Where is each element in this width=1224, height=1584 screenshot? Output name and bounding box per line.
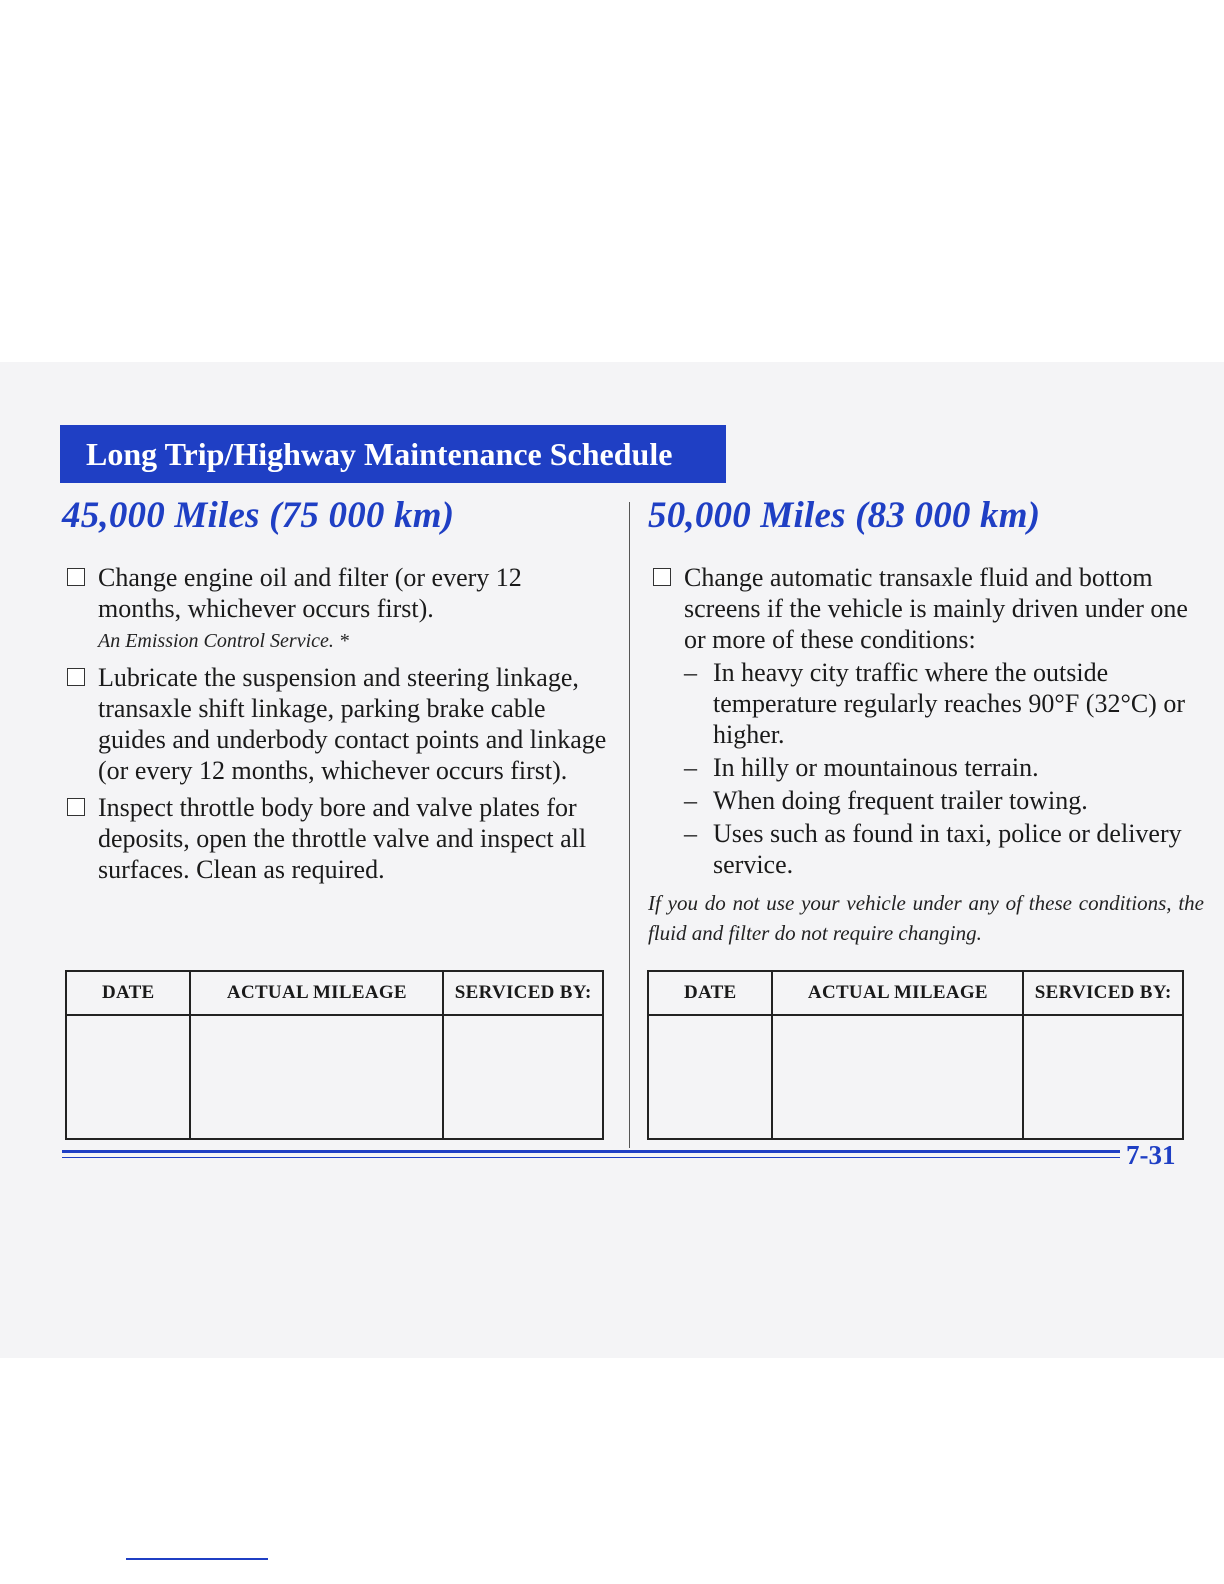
condition-text: Uses such as found in taxi, police or delivery service. (713, 819, 1182, 879)
task-item (648, 562, 1204, 880)
column-divider (629, 502, 630, 1148)
emission-note: An Emission Control Service. * (98, 630, 349, 652)
page-number: 7-31 (1126, 1140, 1176, 1170)
column-header-mileage: ACTUAL MILEAGE (772, 971, 1023, 1015)
condition-item (684, 818, 1204, 880)
column-header-date: DATE (66, 971, 190, 1015)
footer-rule-thin (62, 1157, 1120, 1158)
table-row (66, 1015, 603, 1139)
section-header: Long Trip/Highway Maintenance Schedule (60, 425, 726, 483)
column-header-mileage: ACTUAL MILEAGE (190, 971, 443, 1015)
interval-heading-50000: 50,000 Miles (83 000 km) (648, 495, 1041, 536)
condition-item (684, 657, 1204, 750)
task-text: Change automatic transaxle fluid and bottom screens if the vehicle is mainly driven under one or more of these conditions: (684, 563, 1188, 654)
condition-item (684, 752, 1204, 783)
condition-text: In heavy city traffic where the outside temperature regularly reaches 90°F (32°C) or higher. (713, 658, 1185, 749)
link-underline (126, 1558, 268, 1560)
serviced-by-cell[interactable] (443, 1015, 603, 1139)
task-item (62, 792, 610, 885)
checkbox[interactable] (653, 568, 671, 586)
date-cell[interactable] (648, 1015, 772, 1139)
column-header-serviced-by: SERVICED BY: (443, 971, 603, 1015)
conditions-note: If you do not use your vehicle under any of these conditions, the fluid and filter do not require changing. (648, 891, 1204, 945)
mileage-cell[interactable] (772, 1015, 1023, 1139)
condition-text: In hilly or mountainous terrain. (713, 753, 1039, 782)
task-text: Lubricate the suspension and steering linkage, transaxle shift linkage, parking brake cable guides and underbody contact points and linkage (or every 12 months, whichever occurs first). (98, 663, 607, 785)
checkbox[interactable] (67, 798, 85, 816)
task-text: Inspect throttle body bore and valve plates for deposits, open the throttle valve and inspect all surfaces. Clean as required. (98, 793, 587, 884)
date-cell[interactable] (66, 1015, 190, 1139)
left-column (62, 490, 610, 891)
table-header-row (66, 971, 603, 1015)
column-header-date: DATE (648, 971, 772, 1015)
right-column (648, 490, 1204, 948)
mileage-cell[interactable] (190, 1015, 443, 1139)
condition-item (684, 785, 1204, 816)
condition-text: When doing frequent trailer towing. (713, 786, 1088, 815)
column-header-serviced-by: SERVICED BY: (1023, 971, 1183, 1015)
checkbox[interactable] (67, 668, 85, 686)
task-item (62, 662, 610, 786)
table-header-row (648, 971, 1183, 1015)
serviced-by-cell[interactable] (1023, 1015, 1183, 1139)
dash-bullet: – (684, 786, 697, 815)
task-item (62, 562, 610, 656)
dash-bullet: – (684, 658, 697, 687)
conditions-list (684, 657, 1204, 880)
service-record-table-50000 (647, 970, 1184, 1140)
checkbox[interactable] (67, 568, 85, 586)
service-record-table-45000 (65, 970, 604, 1140)
dash-bullet: – (684, 819, 697, 848)
dash-bullet: – (684, 753, 697, 782)
table-row (648, 1015, 1183, 1139)
footer-rule (62, 1150, 1120, 1153)
task-text: Change engine oil and filter (or every 12 months, whichever occurs first). (98, 563, 522, 623)
interval-heading-45000: 45,000 Miles (75 000 km) (62, 495, 455, 536)
